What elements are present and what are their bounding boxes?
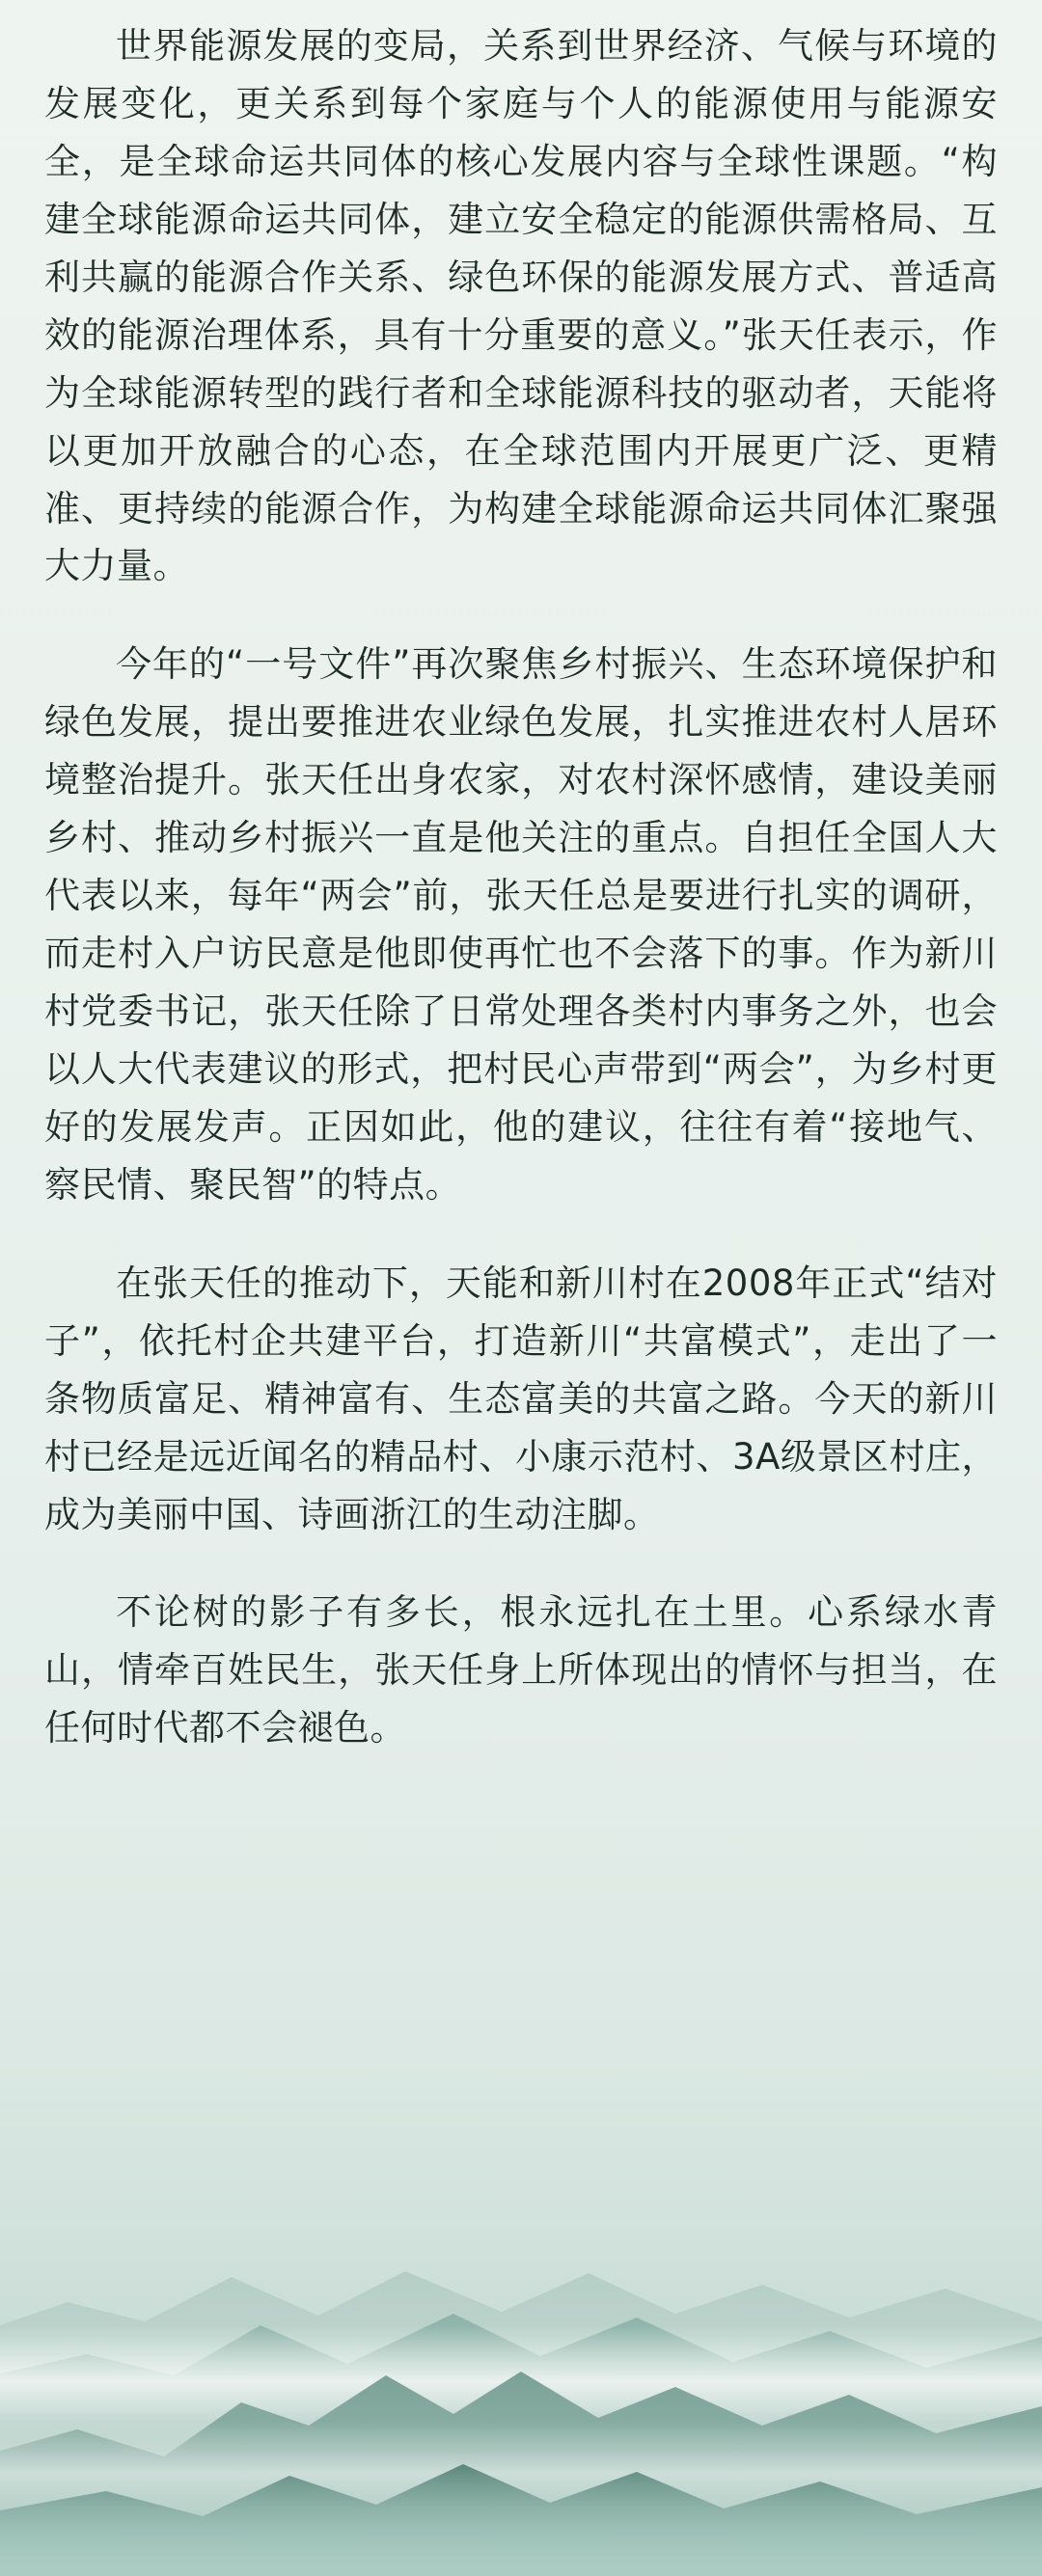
paragraph: 在张天任的推动下，天能和新川村在2008年正式“结对子”，依托村企共建平台，打造新川“共富模式”，走出了一条物质富足、精神富有、生态富美的共富之路。今天的新川村已经是远近闻名的精品村、小康示范村、3A级景区村庄，成为美丽中国、诗画浙江的生动注脚。: [44, 1261, 998, 1535]
paragraph: 世界能源发展的变局，关系到世界经济、气候与环境的发展变化，更关系到每个家庭与个人的能源使用与能源安全，是全球命运共同体的核心发展内容与全球性课题。“构建全球能源命运共同体，建立安全稳定的能源供需格局、互利共赢的能源合作关系、绿色环保的能源发展方式、普适高效的能源治理体系，具有十分重要的意义。”张天任表示，作为全球能源转型的践行者和全球能源科技的驱动者，天能将以更加开放融合的心态，在全球范围内开展更广泛、更精准、更持续的能源合作，为构建全球能源命运共同体汇聚强大力量。: [44, 25, 998, 587]
paragraph: 不论树的影子有多长，根永远扎在土里。心系绿水青山，情牵百姓民生，张天任身上所体现出的情怀与担当，在任何时代都不会褪色。: [44, 1591, 998, 1749]
paragraph: 今年的“一号文件”再次聚焦乡村振兴、生态环境保护和绿色发展，提出要推进农业绿色发展，扎实推进农村人居环境整治提升。张天任出身农家，对农村深怀感情，建设美丽乡村、推动乡村振兴一直是他关注的重点。自担任全国人大代表以来，每年“两会”前，张天任总是要进行扎实的调研，而走村入户访民意是他即使再忙也不会落下的事。作为新川村党委书记，张天任除了日常处理各类村内事务之外，也会以人大代表建议的形式，把村民心声带到“两会”，为乡村更好的发展发声。正因如此，他的建议，往往有着“接地气、察民情、聚民智”的特点。: [44, 643, 998, 1206]
